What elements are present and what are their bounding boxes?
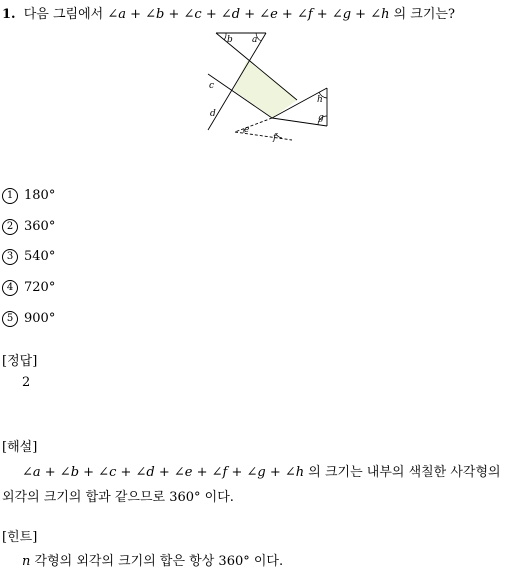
choice-1[interactable] — [2, 188, 55, 204]
angle-label-f: f — [273, 133, 277, 143]
explanation-line-2: 외각의 크기의 합과 같으므로 360° 이다. — [2, 490, 234, 505]
choice-marker: 1 — [2, 188, 18, 204]
angle-label-g: g — [318, 113, 324, 123]
answer-value: 2 — [22, 375, 31, 390]
hint-text: 각형의 외각의 크기의 합은 항상 360° 이다. — [34, 554, 284, 569]
angle-label-b: b — [227, 35, 233, 45]
answer-label: [정답] — [2, 354, 38, 369]
angle-label-a: a — [252, 35, 258, 45]
geometry-figure — [200, 28, 340, 148]
explanation-expression: ∠a + ∠b + ∠c + ∠d + ∠e + ∠f + ∠g + ∠h — [22, 465, 305, 480]
choice-text: 540° — [24, 249, 56, 264]
explanation-text: 의 크기는 내부의 색칠한 사각형의 — [308, 465, 501, 480]
angle-arc — [276, 134, 282, 138]
question-number: 1. — [2, 7, 16, 22]
question-suffix: 의 크기는? — [393, 7, 455, 22]
hint-variable: n — [22, 554, 31, 569]
choice-5[interactable] — [2, 311, 55, 327]
choice-marker: 5 — [2, 311, 18, 327]
angle-label-c: c — [209, 81, 215, 91]
hint-line — [22, 550, 283, 569]
choice-text: 720° — [24, 280, 56, 295]
choice-text: 900° — [24, 311, 56, 326]
angle-label-h: h — [317, 95, 323, 105]
choice-marker: 3 — [2, 249, 18, 265]
angle-label-e: e — [244, 125, 250, 135]
choice-2[interactable] — [2, 219, 55, 235]
choice-marker: 4 — [2, 280, 18, 296]
question-line — [2, 3, 455, 22]
question-prefix: 다음 그림에서 — [23, 7, 104, 22]
explanation-line-1 — [22, 461, 501, 480]
hint-label: [힌트] — [2, 530, 38, 545]
explanation-label: [해설] — [2, 440, 38, 455]
choice-marker: 2 — [2, 219, 18, 235]
choice-3[interactable] — [2, 249, 55, 265]
angle-arc — [224, 33, 226, 40]
question-expression: ∠a + ∠b + ∠c + ∠d + ∠e + ∠f + ∠g + ∠h — [107, 7, 390, 22]
choice-text: 360° — [24, 219, 56, 234]
choice-text: 180° — [24, 188, 56, 203]
choice-4[interactable] — [2, 280, 55, 296]
figure-line — [235, 118, 272, 132]
angle-label-d: d — [210, 109, 216, 119]
